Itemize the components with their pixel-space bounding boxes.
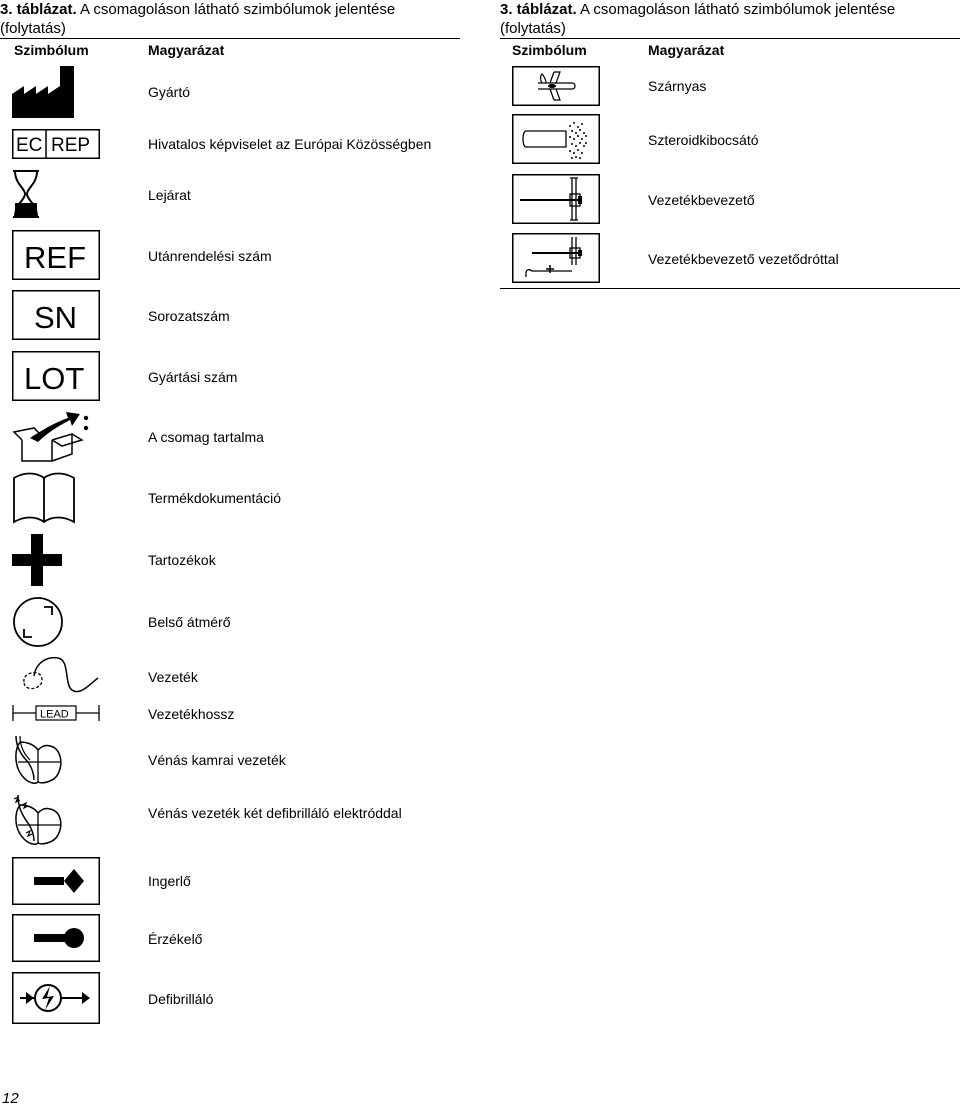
lot-text: LOT [24,361,85,396]
table-bottom-rule [500,288,960,289]
header-explanation-right: Magyarázat [648,42,725,58]
row-text-documentation: Termékdokumentáció [148,490,282,506]
ec-text: EC [16,135,43,156]
steroid-eluting-icon [512,114,600,164]
caption-text: A csomagoláson látható szimbólumok jelentése (folytatás) [0,1,396,37]
left-column [0,0,460,1106]
venous-ventricular-lead-icon [12,734,64,786]
table-caption [0,0,460,38]
row-text-lead: Vezeték [148,669,198,685]
hourglass-icon [12,170,40,218]
row-text-venous-two-electrodes: Vénás vezeték két defibrilláló elektróddal [148,805,402,821]
row-text-sn: Sorozatszám [148,308,230,324]
lead-icon [12,654,100,696]
package-contents-icon [12,408,92,464]
sn-text: SN [34,300,78,335]
winged-icon [512,66,600,106]
header-symbol: Szimbólum [14,42,89,58]
header-symbol-right: Szimbólum [512,42,587,58]
rep-text: REP [51,135,91,156]
row-text-winged: Szárnyas [648,78,707,94]
table-caption-right [500,0,960,38]
row-text-defibrillation: Defibrilláló [148,991,214,1007]
page-number: 12 [2,1090,19,1107]
defibrillation-icon [12,972,100,1024]
row-text-expiry: Lejárat [148,187,191,203]
row-text-sensing: Érzékelő [148,931,203,947]
row-text-introducer: Vezetékbevezető [648,192,755,208]
introducer-guidewire-icon [512,233,600,283]
sensing-icon [12,914,100,962]
lead-introducer-icon [512,174,600,224]
ref-text: REF [24,240,86,275]
row-text-venous-ventricular: Vénás kamrai vezeték [148,752,286,768]
row-text-steroid: Szteroidkibocsátó [648,132,759,148]
right-column [500,0,960,300]
venous-lead-two-electrodes-icon [12,793,64,847]
row-text-lot: Gyártási szám [148,369,238,385]
sn-icon [12,290,100,340]
caption-label: 3. táblázat. [0,1,77,18]
lead-length-icon [12,703,100,723]
header-top-rule-right [500,38,960,39]
row-text-pacing: Ingerlő [148,873,191,889]
row-text-ec-rep: Hivatalos képviselet az Európai Közösségben [148,136,432,152]
ref-icon [12,230,100,280]
lot-icon [12,351,100,401]
header-top-rule [0,38,460,39]
inner-diameter-icon [12,596,64,648]
row-text-introducer-guidewire: Vezetékbevezető vezetődróttal [648,251,839,267]
caption-text-right: A csomagoláson látható szimbólumok jelentése (folytatás) [500,1,896,37]
manufacturer-icon [12,66,76,118]
ec-rep-icon [12,129,100,159]
row-text-manufacturer: Gyártó [148,84,191,100]
book-icon [12,472,76,524]
row-text-inner-diameter: Belső átmérő [148,614,231,630]
row-text-ref: Utánrendelési szám [148,248,272,264]
lead-text: LEAD [40,708,69,721]
header-explanation: Magyarázat [148,42,225,58]
caption-label-right: 3. táblázat. [500,1,577,18]
plus-icon [12,534,62,586]
row-text-lead-length: Vezetékhossz [148,706,235,722]
row-text-package: A csomag tartalma [148,429,264,445]
pacing-icon [12,857,100,905]
row-text-accessories: Tartozékok [148,552,216,568]
